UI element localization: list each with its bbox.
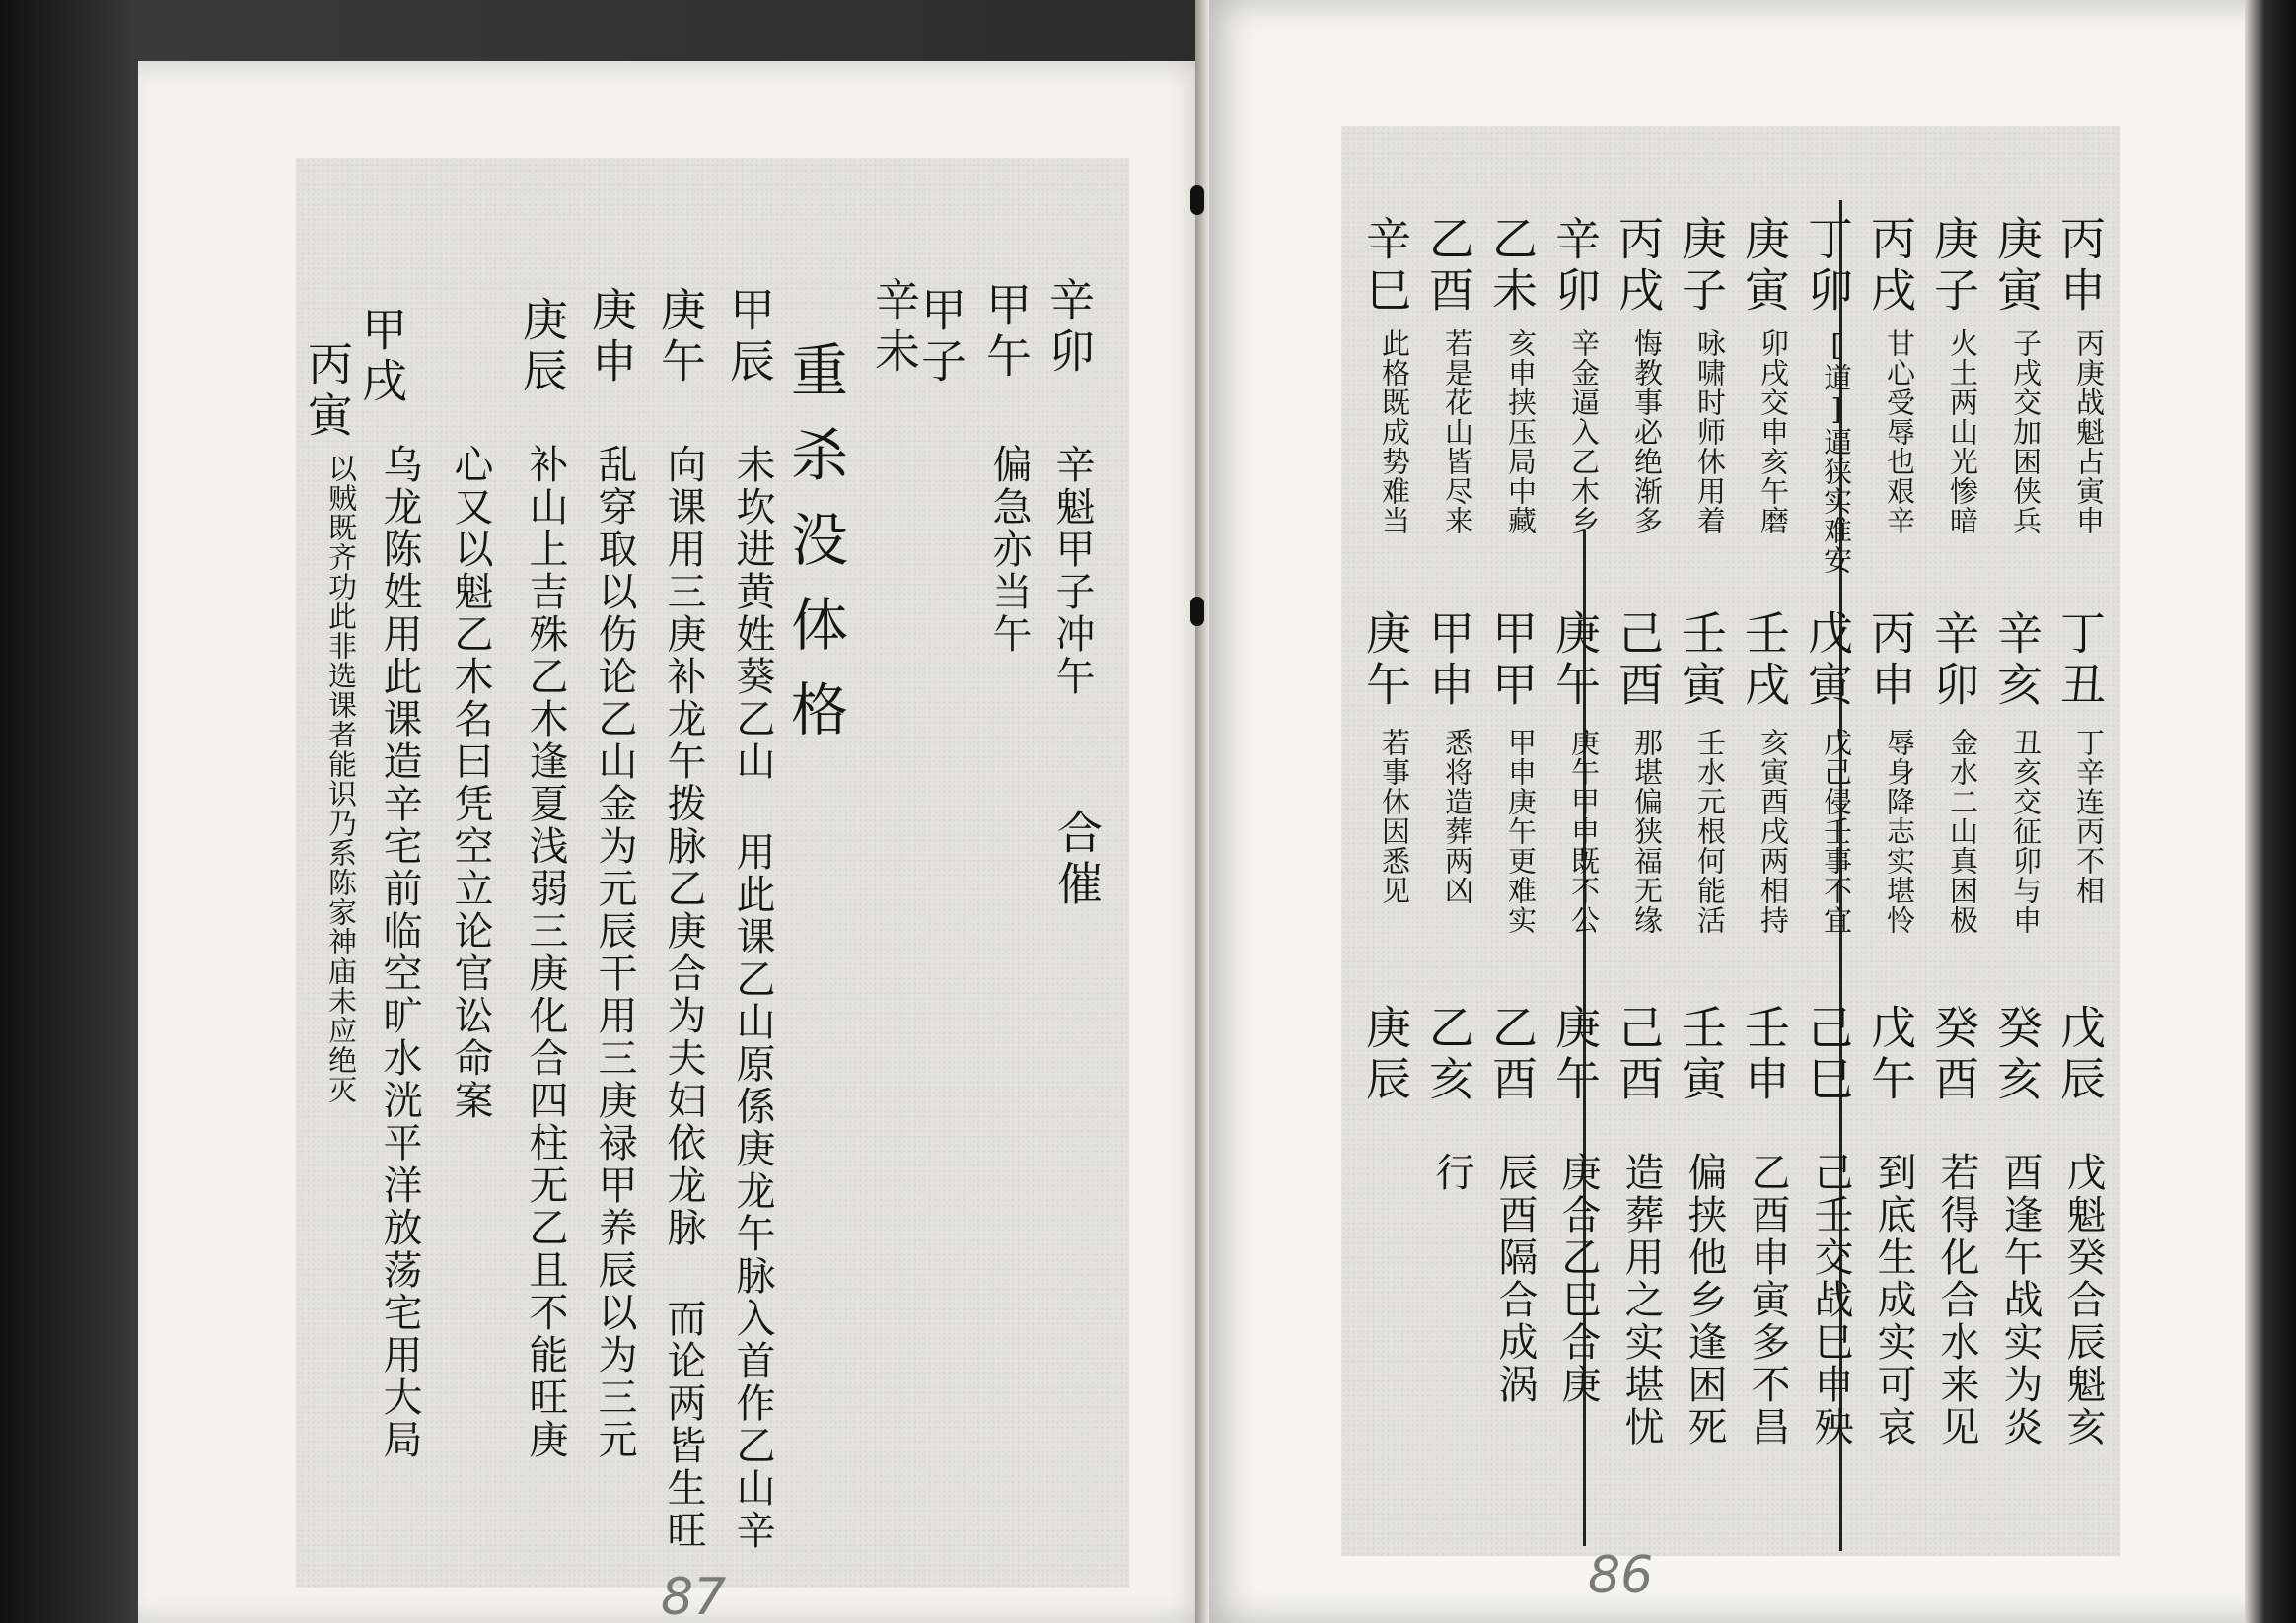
row-line-10: 亥申挟压局中藏 [1504,328,1538,535]
row-pillar-6: 庚寅 [1738,215,1791,318]
row-pillar-2: 庚寅 [1990,215,2044,318]
row-pillar-3-4: 戊午 [1864,1004,1917,1106]
row-line-7: 咏啸时师休用着 [1693,328,1727,535]
row-pillar-11: 乙酉 [1422,215,1475,318]
row-pillar-3-1: 戊辰 [2053,1004,2107,1106]
row-pillar-3-11: 乙亥 [1422,1004,1475,1106]
row-pillar-3-2: 癸亥 [1990,1004,2044,1106]
row-line-3-7: 偏挟他乡逢困死 [1682,1152,1727,1448]
book-spine [1195,0,1209,1623]
body-text-3: 乱穿取以伤论乙山金为元辰干用三庚禄甲养辰以为三元 [592,444,637,1461]
body-text-2: 向课用三庚补龙午拨脉乙庚合为夫妇依龙脉 而论两皆生旺 [661,444,706,1552]
pillar-4: 辛未 [868,276,921,379]
binding-mark [1190,597,1204,626]
row-line-8: 悔教事必绝渐多 [1630,328,1664,535]
top-right-label: 合催 [1050,809,1104,911]
row-pillar-3-10: 乙酉 [1485,1004,1539,1106]
row-pillar-3-3: 癸酉 [1927,1004,1980,1106]
row-line-2-11: 悉将造葬两凶 [1441,728,1474,905]
row-pillar-10: 乙未 [1485,215,1539,318]
row-line-3-1: 戊魁癸合辰魁亥 [2060,1152,2106,1448]
section-title: 重杀没体格 [781,340,848,764]
row-line-2-6: 亥寅酉戌两相持 [1757,728,1790,935]
row-pillar-2-12: 庚午 [1359,609,1412,712]
page-edge [2245,0,2296,1623]
row-line-2: 子戌交加困侠兵 [2009,328,2043,535]
body-text-5: 心又以魁乙木名曰凭空立论官讼命案 [448,444,493,1122]
row-line-2-4: 辱身降志实堪怜 [1883,728,1916,935]
row-pillar-7: 庚子 [1675,215,1728,318]
row-line-3-10: 辰酉隔合成涡 [1492,1152,1538,1406]
row-line-3: 火土两山光惨暗 [1946,328,1979,535]
binding-mark [1190,185,1204,215]
row-pillar-2-2: 辛亥 [1990,609,2044,712]
row-line-3-8: 造葬用之实堪忧 [1618,1152,1664,1448]
row-line-2-3: 金水二山真困极 [1946,728,1979,935]
row-pillar-3-9: 庚午 [1548,1004,1602,1106]
row-pillar-4: 丙戌 [1864,215,1917,318]
row-line-6: 卯戌交申亥午磨 [1757,328,1790,535]
row-line-3-5: 己壬交战巳申殃 [1808,1152,1853,1448]
row-pillar-5: 丁卯 [1801,215,1854,318]
row-line-1: 丙庚战魁占寅申 [2072,328,2106,535]
row-pillar-2-5: 戊寅 [1801,609,1854,712]
left-text-block [296,158,1129,1588]
body-pillar-2: 庚午 [654,286,707,388]
row-pillar-2-4: 丙申 [1864,609,1917,712]
row-line-5: [道]逼狭实难安 [1820,328,1853,575]
pillar-note-2: 偏急亦当午 [986,444,1032,656]
pillar-2: 甲午 [979,281,1033,384]
page-number-right: 86 [1588,1546,1654,1605]
row-pillar-3-5: 己巳 [1801,1004,1854,1106]
row-pillar-2-9: 庚午 [1548,609,1602,712]
body-pillar-3: 庚申 [585,286,638,388]
row-pillar-2-7: 壬寅 [1675,609,1728,712]
row-line-2-9: 庚午甲申既不公 [1567,728,1601,935]
row-pillar-2-10: 甲甲 [1485,609,1539,712]
row-line-3-9: 庚合乙巳合庚 [1555,1152,1601,1406]
body-pillar-6: 甲戌 [355,306,408,408]
body-text-7: 以贼既齐功此非选课者能识乃系陈家神庙未应绝灭 [324,454,358,1104]
row-line-2-1: 丁辛连丙不相 [2072,728,2106,905]
row-line-2-10: 甲申庚午更难实 [1504,728,1538,935]
row-pillar-12: 辛巳 [1359,215,1412,318]
body-pillar-7: 丙寅 [301,340,354,443]
page-number-left: 87 [661,1568,727,1623]
row-line-3-11: 行 [1429,1152,1474,1194]
row-line-2-8: 那堪偏狭福无缘 [1630,728,1664,935]
row-line-2-2: 丑亥交征卯与申 [2009,728,2043,935]
row-pillar-2-3: 辛卯 [1927,609,1980,712]
row-pillar-2-6: 壬戌 [1738,609,1791,712]
row-pillar-2-1: 丁丑 [2053,609,2107,712]
row-line-3-6: 乙酉申寅多不昌 [1745,1152,1790,1448]
row-pillar-9: 辛卯 [1548,215,1602,318]
pillar-3: 甲子 [914,286,968,388]
body-pillar-4: 庚辰 [516,296,569,398]
row-line-9: 辛金逼入乙木乡 [1567,328,1601,535]
row-pillar-8: 丙戌 [1612,215,1665,318]
row-line-2-12: 若事休因悉见 [1378,728,1411,905]
row-pillar-3-12: 庚辰 [1359,1004,1412,1106]
row-line-3-4: 到底生成实可哀 [1871,1152,1916,1448]
body-text-1: 未坎进黄姓葵乙山 用此课乙山原係庚龙午脉入首作乙山辛 [730,444,775,1552]
row-pillar-3-7: 壬寅 [1675,1004,1728,1106]
row-line-2-5: 戊己侵壬事不宜 [1820,728,1853,935]
row-pillar-2-11: 甲申 [1422,609,1475,712]
row-pillar-3: 庚子 [1927,215,1980,318]
row-line-11: 若是花山皆尽来 [1441,328,1474,535]
row-pillar-2-8: 己酉 [1612,609,1665,712]
body-text-6: 乌龙陈姓用此课造辛宅前临空旷水洸平洋放荡宅用大局 [377,444,422,1461]
row-pillar-1: 丙申 [2053,215,2107,318]
row-pillar-3-8: 己酉 [1612,1004,1665,1106]
row-pillar-3-6: 壬申 [1738,1004,1791,1106]
row-line-3-3: 若得化合水来见 [1934,1152,1979,1448]
body-pillar-1: 甲辰 [723,286,776,388]
pillar-1: 辛卯 [1042,276,1096,379]
row-line-4: 甘心受辱也艰辛 [1883,328,1916,535]
body-text-4: 补山上吉殊乙木逢夏浅弱三庚化合四柱无乙且不能旺庚 [523,444,568,1461]
row-line-12: 此格既成势难当 [1378,328,1411,535]
row-line-3-2: 酉逢午战实为炎 [1997,1152,2043,1448]
row-line-2-7: 壬水元根何能活 [1693,728,1727,935]
pillar-note-1: 辛魁甲子冲午 [1049,444,1095,698]
right-text-block [1341,126,2120,1556]
